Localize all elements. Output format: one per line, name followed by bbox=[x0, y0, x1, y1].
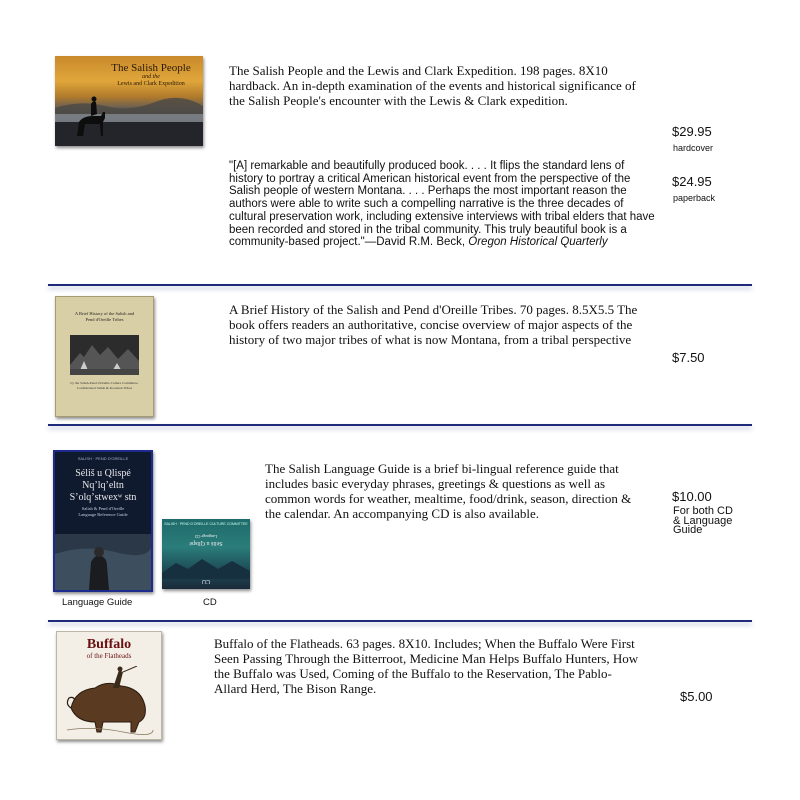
price-note: For both CD & Language Guide bbox=[673, 505, 733, 536]
section-divider bbox=[48, 620, 752, 622]
cd-label: CD bbox=[201, 578, 211, 584]
cover-subtitle: of the Flatheads bbox=[86, 652, 132, 660]
cover-line5: Language Reference Guide bbox=[78, 512, 128, 517]
section-divider bbox=[48, 284, 752, 286]
elder-portrait-photo bbox=[55, 534, 151, 590]
cover-line2: Nqʼlqʼeltn bbox=[82, 480, 124, 491]
price: $10.00 bbox=[672, 489, 712, 504]
review-source: Oregon Historical Quarterly bbox=[468, 236, 608, 249]
format-paperback: paperback bbox=[673, 193, 716, 203]
review-text: "[A] remarkable and beautifully produced book. . . . It flips the standard lens of history to portray a critical American historical event from the perspective of the Salish people of western Montana. . . . Perhaps the most important reason the authors were able to write such a compelling narrative is the three decades of cultural preservation work, including extensive interviews with tribal elders that have been recorded and stored in the tribal community. This truly beautiful book is a community-based project."—David R.M. Beck, bbox=[229, 160, 655, 249]
product-description: A Brief History of the Salish and Pend d'Oreille Tribes. 70 pages. 8.5X5.5 The book offers readers an authoritative, concise overview of major aspects of the history of two major tribes of what is now Montana, from a tribal perspective bbox=[229, 302, 638, 347]
cover-title: Buffalo bbox=[86, 637, 132, 652]
price-paperback: $24.95 bbox=[672, 174, 712, 189]
product-description: The Salish People and the Lewis and Clark Expedition. 198 pages. 8X10 hardback. An in-depth examination of the events and historical significance of the Salish People's encounter with the Lewis & Clark expedition. bbox=[229, 63, 636, 108]
buffalo-illustration bbox=[63, 666, 155, 736]
price-hardcover: $29.95 bbox=[672, 124, 712, 139]
cover-title: The Salish People bbox=[111, 62, 191, 74]
price: $5.00 bbox=[680, 689, 713, 704]
section-divider bbox=[48, 424, 752, 426]
format-hardcover: hardcover bbox=[673, 143, 714, 153]
language-guide-cover[interactable] bbox=[53, 450, 153, 592]
caption-language-guide: Language Guide bbox=[62, 597, 133, 608]
buffalo-book-cover[interactable] bbox=[56, 631, 162, 740]
price: $7.50 bbox=[672, 350, 705, 365]
product-review-quote bbox=[229, 160, 659, 249]
cd-top-text: SALISH · PEND D'OREILLE CULTURE COMMITTEE bbox=[164, 522, 248, 526]
cover-line4: Salish & Pend d'Oreille bbox=[81, 506, 125, 511]
cover-line1: Séliš u Qlispé bbox=[75, 468, 131, 479]
product-description: The Salish Language Guide is a brief bi-lingual reference guide that includes basic everyday phrases, greetings & questions as well as common words for weather, mealtime, food/drink, season, direction & the calendar. An accompanying CD is also available. bbox=[265, 461, 632, 521]
caption-cd: CD bbox=[203, 597, 217, 608]
salish-people-book-cover[interactable] bbox=[55, 56, 203, 146]
tribal-camp-photo bbox=[70, 335, 139, 375]
cover-footer: by the Salish-Pend d'Oreille Culture Committee, Confederated Salish & Kootenai Tribes bbox=[70, 381, 139, 390]
cover-top-text: SALISH · PEND D'OREILLE bbox=[77, 456, 129, 461]
cover-title: A Brief History of the Salish and Pend d'Oreille Tribes bbox=[74, 311, 135, 322]
language-cd-cover[interactable] bbox=[162, 519, 250, 589]
mountain-landscape-image bbox=[162, 555, 250, 579]
cd-line2: Language CD bbox=[194, 534, 218, 539]
product-description: Buffalo of the Flatheads. 63 pages. 8X10. Includes; When the Buffalo Were First Seen Passing Through the Bitterroot, Medicine Man Helps Buffalo Hunters, How the Buffalo was Used, Coming of the Buffalo to the Reservation, The Pablo-Allard Herd, The Bison Range. bbox=[214, 636, 639, 696]
cover-line3: Sʼolqʼstwexʷ stn bbox=[69, 492, 137, 503]
brief-history-book-cover[interactable] bbox=[55, 296, 154, 417]
cd-line1: Séliš u Qlispé bbox=[189, 540, 223, 546]
cover-subtitle-and: and the bbox=[142, 74, 160, 80]
cover-subtitle: Lewis and Clark Expedition bbox=[117, 81, 185, 87]
